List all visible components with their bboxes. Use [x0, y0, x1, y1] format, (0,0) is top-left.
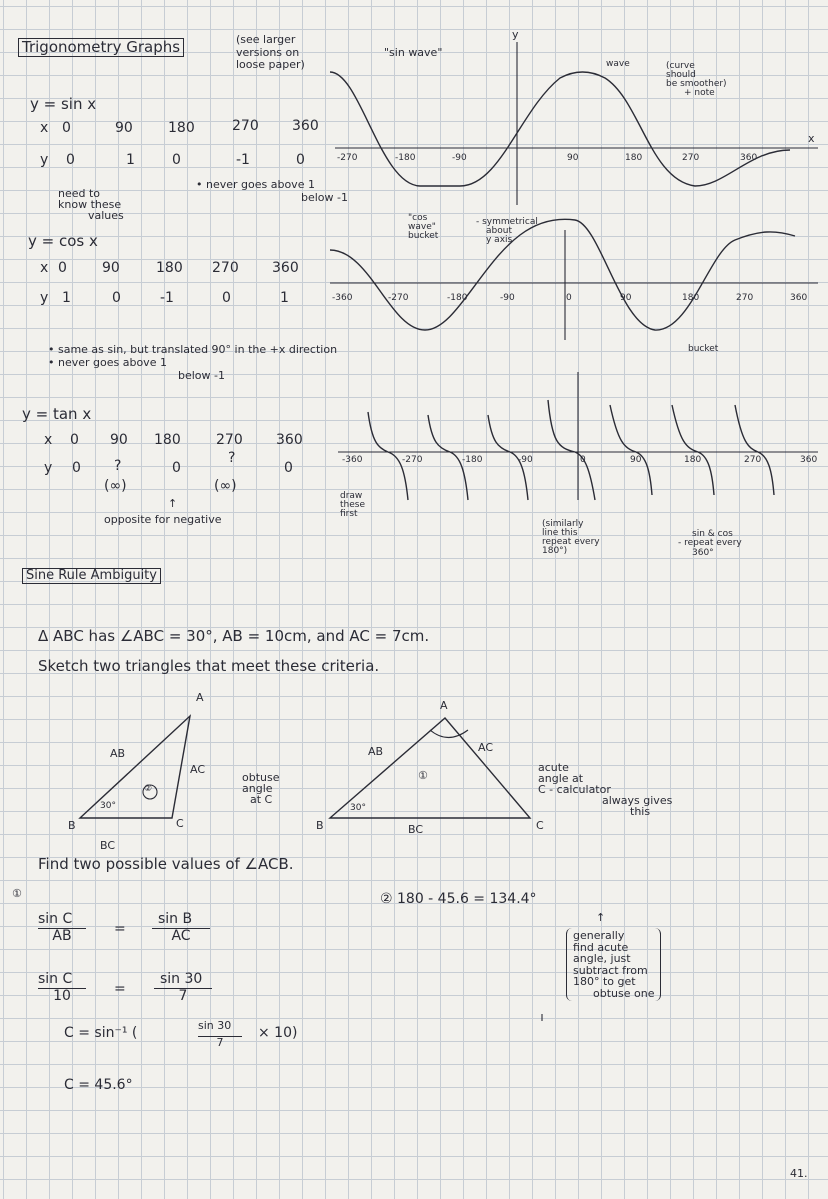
tan-tick: 90	[630, 455, 642, 465]
sin-tick: -90	[452, 153, 467, 163]
note-line: at C	[250, 793, 273, 806]
opposite-note: opposite for negative	[104, 513, 222, 526]
note-line: (curve	[666, 61, 695, 71]
sin-y-cell: 0	[66, 152, 75, 168]
tri2-vertex-a: A	[196, 691, 204, 704]
cos-tick: -180	[447, 293, 468, 303]
sin-y-label: y	[512, 28, 519, 41]
work1-number: ①	[12, 887, 22, 900]
sin-x-cell: 180	[168, 120, 195, 136]
note-line: below -1	[178, 369, 225, 383]
note-line: draw	[340, 491, 363, 501]
cos-y-cell: 1	[280, 290, 289, 306]
sin-heading: y = sin x	[30, 95, 97, 113]
work2-result: ② 180 - 45.6 = 134.4°	[380, 891, 537, 907]
problem-line-2: Sketch two triangles that meet these criteria.	[38, 657, 380, 675]
note-line: 180°)	[542, 546, 568, 556]
note-line: versions on	[236, 45, 300, 59]
note-line: always gives	[602, 794, 673, 807]
note-line: • same as sin, but translated 90° in the +x direction	[48, 343, 338, 356]
fraction-denominator: 7	[198, 1036, 242, 1049]
note-line: subtract from	[573, 963, 648, 977]
note-line: angle	[242, 782, 273, 795]
tri2-angle-b: 30°	[100, 801, 116, 811]
tan-x-cell: 90	[110, 432, 128, 448]
cos-tick: -90	[500, 293, 515, 303]
cos-tick: 0	[566, 293, 572, 303]
tan-tick: -360	[342, 455, 363, 465]
note-line: y axis	[486, 235, 513, 245]
note-line: wave"	[408, 222, 436, 232]
sin-y-cell: y	[40, 152, 49, 168]
sin-tick: 360	[740, 153, 758, 163]
note-line: • never goes above 1	[48, 356, 167, 370]
tri1-number: ①	[418, 769, 428, 782]
sin-x-cell: 270	[232, 118, 259, 134]
fraction-numerator: sin 30	[198, 1019, 232, 1032]
note-line: + note	[684, 88, 715, 98]
note-line: know these	[58, 198, 122, 211]
note-line: line this	[542, 528, 578, 538]
note-line: values	[88, 209, 124, 222]
cos-tick: -270	[388, 293, 409, 303]
inverse-sine-end: × 10)	[258, 1025, 298, 1041]
tri1-vertex-a: A	[440, 699, 448, 712]
note-line: 360°	[692, 547, 714, 558]
note-line: obtuse	[242, 771, 280, 784]
cos-y-cell: 1	[62, 290, 71, 306]
sin-y-cell: 0	[296, 152, 305, 168]
cos-y-cell: y	[40, 290, 49, 306]
tan-y-cell: 0	[284, 460, 293, 476]
cos-tick: 180	[682, 293, 700, 303]
note-line: this	[630, 805, 651, 818]
tri1-side-ab: AB	[368, 745, 384, 758]
work1-result: C = 45.6°	[64, 1077, 133, 1093]
triangle-2	[80, 716, 190, 818]
tan-x-cell: 270	[216, 432, 243, 448]
fraction-denominator: 10	[38, 988, 86, 1004]
sin-x-cell: 0	[62, 120, 71, 136]
note-line: "cos	[408, 213, 428, 223]
tri1-vertex-b: B	[316, 819, 324, 832]
tan-tick: -90	[518, 455, 533, 465]
tan-x-cell: 0	[70, 432, 79, 448]
equals-sign: =	[114, 921, 126, 937]
cos-heading: y = cos x	[28, 232, 98, 250]
note-line: should	[666, 70, 696, 80]
cos-x-cell: 0	[58, 260, 67, 276]
fraction-numerator: sin B	[158, 911, 193, 927]
tan-infinity-mark: (∞)	[104, 478, 127, 494]
note-line: sin & cos	[692, 529, 733, 539]
cos-x-cell: 270	[212, 260, 239, 276]
note-line: need to	[58, 187, 101, 200]
tri1-side-bc: BC	[408, 823, 424, 836]
note-line: 180° to get	[573, 975, 636, 989]
cos-x-cell: x	[40, 260, 49, 276]
sin-x-cell: 90	[115, 120, 133, 136]
note-line: - symmetrical	[476, 217, 538, 227]
triangle-2-shape	[80, 716, 190, 818]
tan-tick: 0	[580, 455, 586, 465]
tan-y-cell: 0	[72, 460, 81, 476]
tri2-side-ac: AC	[190, 763, 206, 776]
note-line: first	[340, 509, 358, 519]
tri2-number: ②	[144, 784, 153, 794]
fraction-numerator: sin C	[38, 971, 73, 987]
note-line: obtuse one	[593, 986, 655, 1000]
fraction-denominator: AB	[38, 928, 86, 944]
tri2-side-ab: AB	[110, 747, 126, 760]
cos-x-cell: 360	[272, 260, 299, 276]
up-arrow: ↑	[596, 911, 606, 924]
cos-y-cell: -1	[160, 290, 174, 306]
wave-label: wave	[606, 59, 630, 69]
tan-infinity-mark: (∞)	[214, 478, 237, 494]
note-line: below -1	[301, 191, 348, 205]
tan-x-cell: 180	[154, 432, 181, 448]
sin-y-cell: -1	[236, 152, 250, 168]
tan-tick: 180	[684, 455, 702, 465]
tri1-vertex-c: C	[536, 819, 544, 832]
obtuse-note	[242, 772, 280, 805]
fraction-denominator: 7	[154, 988, 212, 1004]
tri1-side-ac: AC	[478, 741, 494, 754]
angle-arc	[430, 730, 468, 738]
tan-x-cell: 360	[276, 432, 303, 448]
fraction-numerator: sin C	[38, 911, 73, 927]
note-line: generally	[573, 929, 625, 942]
opposite-arrow: ↑	[168, 497, 178, 510]
note-line: - repeat every	[678, 538, 742, 549]
note-line: • never goes above 1	[196, 178, 315, 191]
note-line: loose paper)	[236, 58, 305, 72]
note-line: (similarly	[542, 519, 584, 529]
note-line: angle, just	[573, 952, 631, 966]
cos-tick: 360	[790, 293, 808, 303]
tan-y-cell: ?	[228, 450, 236, 466]
tan-y-cell: ?	[114, 458, 122, 474]
cos-tick: 90	[620, 293, 632, 303]
tan-heading: y = tan x	[22, 405, 92, 423]
sin-y-cell: 1	[126, 152, 135, 168]
tan-y-cell: 0	[172, 460, 181, 476]
sin-tick: -180	[395, 153, 416, 163]
sin-tick: 90	[567, 153, 579, 163]
inverse-sine-start: C = sin⁻¹ (	[64, 1025, 138, 1041]
page-title: Trigonometry Graphs	[18, 38, 184, 57]
tan-tick: -270	[402, 455, 423, 465]
tri1-angle-b: 30°	[350, 803, 366, 813]
fraction-denominator: AC	[152, 928, 210, 944]
note-line: these	[340, 500, 365, 510]
note-line: be smoother)	[666, 79, 727, 89]
sin-wave-label: "sin wave"	[384, 46, 443, 59]
note-line: about	[486, 226, 512, 236]
cos-x-cell: 180	[156, 260, 183, 276]
note-line: C - calculator	[538, 783, 611, 796]
fraction-numerator: sin 30	[160, 971, 203, 987]
sin-tick: 180	[625, 153, 643, 163]
cos-x-cell: 90	[102, 260, 120, 276]
tan-y-cell: y	[44, 460, 53, 476]
note-line: angle at	[538, 772, 584, 785]
sin-tick: -270	[337, 153, 358, 163]
equals-sign: =	[114, 981, 126, 997]
tan-tick: -180	[462, 455, 483, 465]
generally-note	[566, 928, 661, 1001]
page-number: 41.	[790, 1167, 808, 1180]
note-line: find acute	[573, 940, 629, 954]
cos-tick: 270	[736, 293, 754, 303]
sin-y-cell: 0	[172, 152, 181, 168]
note-line: repeat every	[542, 537, 600, 547]
cos-y-cell: 0	[222, 290, 231, 306]
tri2-vertex-c: C	[176, 817, 184, 830]
tri2-side-bc: BC	[100, 839, 116, 852]
sin-x-cell: 360	[292, 118, 319, 134]
tan-tick: 360	[800, 455, 818, 465]
note-line: (see larger	[236, 33, 296, 46]
note-line: bucket	[408, 231, 439, 241]
sin-x-label: x	[808, 132, 815, 145]
tri2-vertex-b: B	[68, 819, 76, 832]
tan-tick: 270	[744, 455, 762, 465]
tan-x-cell: x	[44, 432, 53, 448]
note-line: acute	[538, 761, 569, 774]
sine-rule-heading: Sine Rule Ambiguity	[22, 568, 161, 584]
bucket-label: bucket	[688, 344, 719, 354]
sin-x-cell: x	[40, 120, 49, 136]
cos-y-cell: 0	[112, 290, 121, 306]
cos-tick: -360	[332, 293, 353, 303]
sin-tick: 270	[682, 153, 700, 163]
acute-note	[538, 762, 672, 817]
problem-line-1: Δ ABC has ∠ABC = 30°, AB = 10cm, and AC = 7cm.	[38, 627, 430, 645]
find-line: Find two possible values of ∠ACB.	[38, 855, 294, 873]
